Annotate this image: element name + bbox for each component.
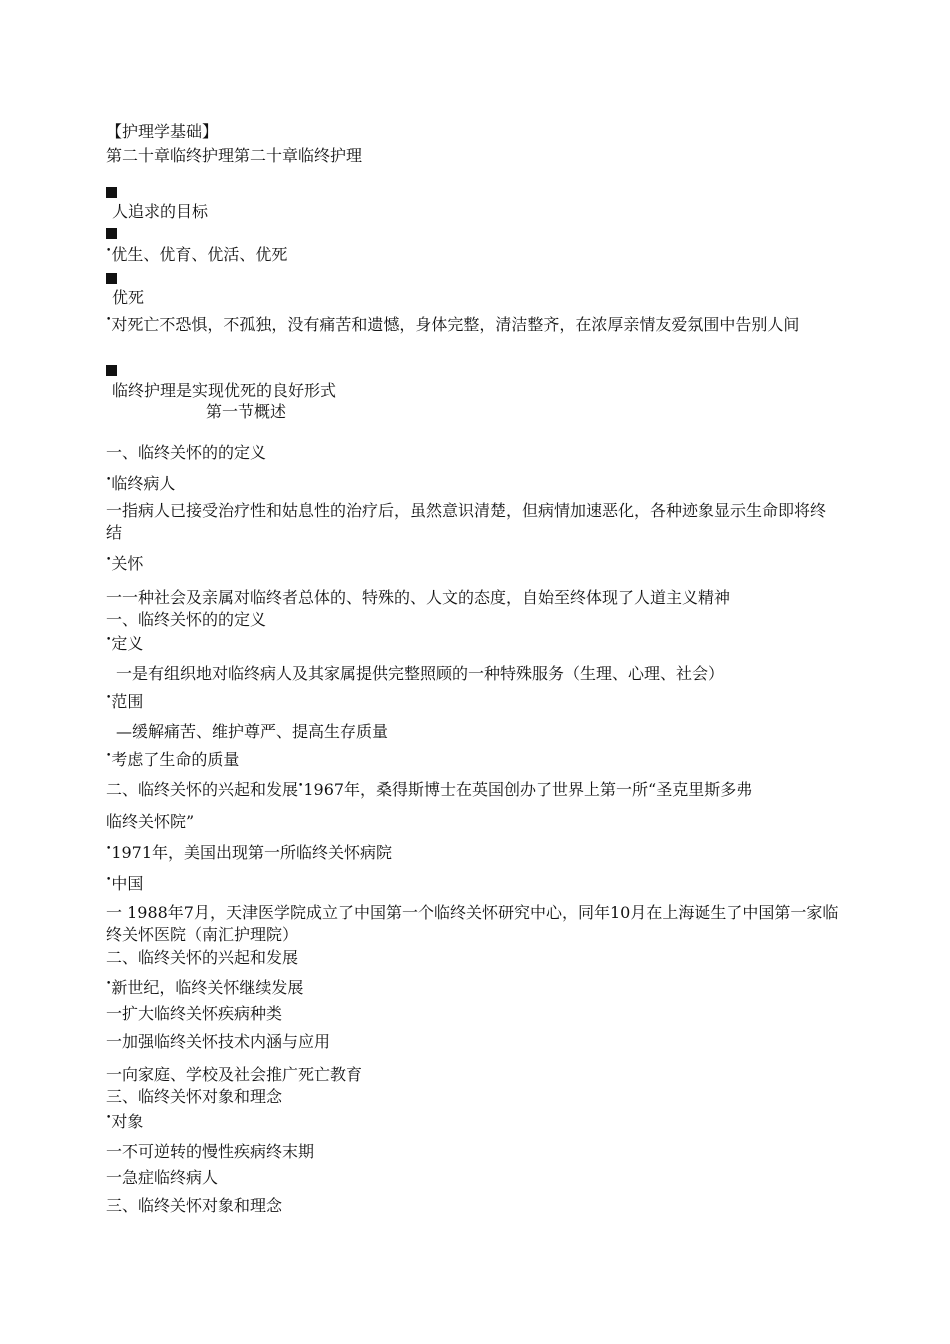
objects-heading: 三、临终关怀对象和理念 [106,1087,283,1106]
expand-diseases: 一扩大临终关怀疾病种类 [106,1004,283,1023]
china: •中国 [106,874,144,893]
dot-bullet-icon: • [106,693,112,703]
scope-desc: —缓解痛苦、维护尊严、提高生存质量 [116,722,389,741]
square-bullet-icon [106,273,117,284]
square-bullet-icon [106,365,117,376]
dying-patient-desc: 一指病人已接受治疗性和姑息性的治疗后，虽然意识清楚，但病情加速恶化，各种迹象显示生命即将终结 [106,501,827,542]
document-header: 【护理学基础】 [106,122,219,141]
dot-bullet-icon: • [106,315,112,325]
goal-items: •优生、优育、优活、优死 [106,245,288,264]
quality: •考虑了生命的质量 [106,750,240,769]
square-bullet [106,182,117,202]
history-1967-cont: 临终关怀院” [106,812,195,831]
definition-desc: 一是有组织地对临终病人及其家属提供完整照顾的一种特殊服务（生理、心理、社会） [116,664,725,683]
square-bullet [106,360,117,380]
goal-heading: 人追求的目标 [112,202,209,221]
square-bullet-icon [106,228,117,239]
dot-bullet-icon: • [106,751,112,761]
chapter-title: 第二十章临终护理第二十章临终护理 [106,146,363,165]
dot-bullet-icon: • [106,979,112,989]
good-death-heading: 优死 [112,288,145,307]
dying-patient: •临终病人 [106,474,176,493]
promote-education: 一向家庭、学校及社会推广死亡教育 [106,1065,363,1084]
china-desc: 一 1988年7月，天津医学院成立了中国第一个临终关怀研究中心，同年10月在上海诞生了中国第一家临终关怀医院（南汇护理院） [106,903,839,944]
hospice-form: 临终护理是实现优死的良好形式 [112,381,337,400]
dot-bullet-icon: • [298,781,304,791]
dot-bullet-icon: • [106,844,112,854]
good-death-desc: •对死亡不恐惧，不孤独，没有痛苦和遗憾，身体完整，清洁整齐，在浓厚亲情友爱氛围中告别人间 [106,315,800,334]
dot-bullet-icon: • [106,635,112,645]
chronic-disease: 一不可逆转的慢性疾病终末期 [106,1142,315,1161]
definition-heading: 一、临终关怀的的定义 [106,443,267,462]
history-1971: •1971年，美国出现第一所临终关怀病院 [106,843,393,862]
square-bullet [106,268,117,288]
dot-bullet-icon: • [106,246,112,256]
dot-bullet-icon: • [106,1113,112,1123]
square-bullet-icon [106,187,117,198]
objects-heading: 三、临终关怀对象和理念 [106,1196,283,1215]
care: •关怀 [106,554,144,573]
new-century: •新世纪，临终关怀继续发展 [106,978,304,997]
scope: •范围 [106,692,144,711]
dot-bullet-icon: • [106,875,112,885]
dot-bullet-icon: • [106,555,112,565]
definition: •定义 [106,634,144,653]
definition-heading: 一、临终关怀的的定义 [106,610,267,629]
objects: •对象 [106,1112,144,1131]
care-desc: 一一种社会及亲属对临终者总体的、特殊的、人文的态度，自始至终体现了人道主义精神 [106,588,731,607]
acute-patient: 一急症临终病人 [106,1168,219,1187]
square-bullet [106,223,117,243]
history-heading: 二、临终关怀的兴起和发展•1967年，桑得斯博士在英国创办了世界上第一所“圣克里斯多弗 [106,780,753,799]
dot-bullet-icon: • [106,475,112,485]
strengthen-tech: 一加强临终关怀技术内涵与应用 [106,1032,331,1051]
history-heading: 二、临终关怀的兴起和发展 [106,948,299,967]
section-title: 第一节概述 [206,402,287,421]
